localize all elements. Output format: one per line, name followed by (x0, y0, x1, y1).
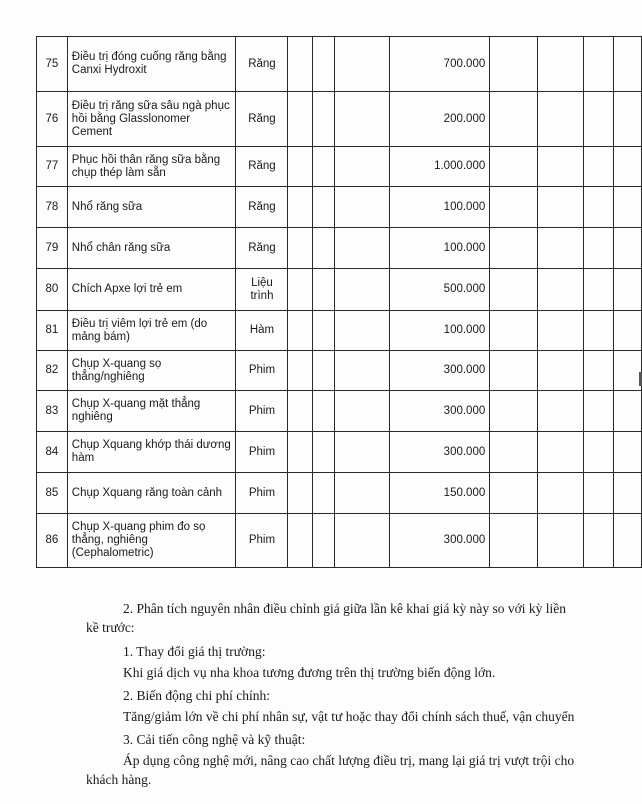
table-row (37, 187, 642, 228)
empty-cell (584, 187, 613, 228)
table-row (37, 92, 642, 147)
unit-cell: Phim (236, 432, 288, 473)
price-cell: 500.000 (389, 269, 490, 311)
empty-cell (313, 147, 334, 187)
empty-cell (538, 473, 584, 514)
empty-cell (490, 351, 538, 391)
table-row (37, 514, 642, 568)
empty-cell (313, 187, 334, 228)
reason-1-text: Khi giá dịch vụ nha khoa tương đương trên thị trường biến động lớn. (123, 665, 496, 680)
empty-cell (334, 391, 389, 432)
unit-cell: Hàm (236, 311, 288, 351)
unit-cell: Răng (236, 37, 288, 92)
price-cell: 700.000 (389, 37, 490, 92)
empty-cell (613, 391, 641, 432)
empty-cell (334, 269, 389, 311)
unit-cell: Răng (236, 92, 288, 147)
reason-2-title: 2. Biến động chi phí chính: (123, 688, 270, 703)
table-row (37, 37, 642, 92)
table-row (37, 432, 642, 473)
empty-cell (313, 514, 334, 568)
empty-cell (490, 147, 538, 187)
empty-cell (584, 92, 613, 147)
empty-cell (313, 269, 334, 311)
unit-cell: Răng (236, 187, 288, 228)
service-name: Phục hồi thân răng sữa bằng chụp thép làm sẵn (67, 147, 236, 187)
table-row (37, 351, 642, 391)
service-name: Nhổ chân răng sữa (67, 228, 236, 269)
empty-cell (584, 37, 613, 92)
empty-cell (313, 351, 334, 391)
empty-cell (490, 269, 538, 311)
empty-cell (584, 432, 613, 473)
row-number: 75 (37, 37, 68, 92)
empty-cell (288, 391, 313, 432)
empty-cell (613, 37, 641, 92)
row-number: 79 (37, 228, 68, 269)
empty-cell (538, 92, 584, 147)
empty-cell (490, 311, 538, 351)
empty-cell (334, 473, 389, 514)
reason-1-title: 1. Thay đổi giá thị trường: (123, 644, 266, 659)
empty-cell (313, 391, 334, 432)
row-number: 77 (37, 147, 68, 187)
empty-cell (613, 311, 641, 351)
empty-cell (490, 391, 538, 432)
price-cell: 100.000 (389, 228, 490, 269)
empty-cell (313, 473, 334, 514)
service-name: Chích Apxe lợi trẻ em (67, 269, 236, 311)
empty-cell (288, 269, 313, 311)
empty-cell (313, 92, 334, 147)
service-name: Nhổ răng sữa (67, 187, 236, 228)
empty-cell (538, 269, 584, 311)
empty-cell (538, 514, 584, 568)
unit-cell: Phim (236, 514, 288, 568)
empty-cell (490, 37, 538, 92)
price-cell: 300.000 (389, 351, 490, 391)
price-cell: 100.000 (389, 187, 490, 228)
empty-cell (538, 187, 584, 228)
service-name: Điều trị viêm lợi trẻ em (do mảng bám) (67, 311, 236, 351)
empty-cell (313, 37, 334, 92)
empty-cell (613, 432, 641, 473)
empty-cell (334, 37, 389, 92)
service-name: Chụp Xquang khớp thái dương hàm (67, 432, 236, 473)
empty-cell (538, 37, 584, 92)
row-number: 85 (37, 473, 68, 514)
empty-cell (584, 351, 613, 391)
empty-cell (288, 92, 313, 147)
table-row (37, 269, 642, 311)
empty-cell (538, 351, 584, 391)
price-cell: 1.000.000 (389, 147, 490, 187)
analysis-heading: 2. Phân tích nguyên nhân điều chỉnh giá giữa lần kê khai giá kỳ này so với kỳ liền kề trước: (86, 601, 566, 635)
analysis-section (86, 599, 576, 789)
row-number: 82 (37, 351, 68, 391)
empty-cell (334, 432, 389, 473)
empty-cell (334, 92, 389, 147)
empty-cell (313, 228, 334, 269)
table-row (37, 228, 642, 269)
empty-cell (613, 187, 641, 228)
service-name: Chụp X-quang phim đo sọ thẳng, nghiêng (Cephalometric) (67, 514, 236, 568)
price-cell: 100.000 (389, 311, 490, 351)
empty-cell (288, 228, 313, 269)
empty-cell (613, 228, 641, 269)
empty-cell (584, 228, 613, 269)
service-name: Chụp X-quang sọ thẳng/nghiêng (67, 351, 236, 391)
price-cell: 200.000 (389, 92, 490, 147)
empty-cell (288, 311, 313, 351)
empty-cell (288, 514, 313, 568)
unit-cell: Răng (236, 147, 288, 187)
price-cell: 150.000 (389, 473, 490, 514)
service-name: Điều trị đóng cuống răng bằng Canxi Hydroxit (67, 37, 236, 92)
reason-3-text: Áp dụng công nghệ mới, nâng cao chất lượng điều trị, mang lại giá trị vượt trội cho khách hàng. (86, 753, 575, 787)
price-table (36, 36, 642, 568)
empty-cell (334, 187, 389, 228)
unit-cell: Phim (236, 391, 288, 432)
row-number: 84 (37, 432, 68, 473)
empty-cell (334, 514, 389, 568)
table-row (37, 311, 642, 351)
service-name: Điều trị răng sữa sâu ngà phục hồi bằng Glasslonomer Cement (67, 92, 236, 147)
empty-cell (313, 311, 334, 351)
service-name: Chụp X-quang mặt thẳng nghiêng (67, 391, 236, 432)
unit-cell: Liệu trình (236, 269, 288, 311)
empty-cell (313, 432, 334, 473)
row-number: 81 (37, 311, 68, 351)
empty-cell (288, 473, 313, 514)
empty-cell (613, 269, 641, 311)
empty-cell (538, 432, 584, 473)
empty-cell (334, 228, 389, 269)
row-number: 83 (37, 391, 68, 432)
empty-cell (538, 147, 584, 187)
empty-cell (490, 228, 538, 269)
empty-cell (613, 473, 641, 514)
empty-cell (584, 473, 613, 514)
price-cell: 300.000 (389, 432, 490, 473)
price-cell: 300.000 (389, 514, 490, 568)
reason-2-text: Tăng/giảm lớn về chi phí nhân sự, vật tư hoặc thay đổi chính sách thuế, vận chuyển (123, 709, 575, 724)
empty-cell (288, 351, 313, 391)
row-number: 76 (37, 92, 68, 147)
empty-cell (584, 311, 613, 351)
empty-cell (490, 187, 538, 228)
table-row (37, 473, 642, 514)
empty-cell (613, 514, 641, 568)
empty-cell (490, 514, 538, 568)
empty-cell (490, 92, 538, 147)
empty-cell (613, 147, 641, 187)
empty-cell (584, 147, 613, 187)
unit-cell: Phim (236, 473, 288, 514)
empty-cell (490, 473, 538, 514)
empty-cell (584, 391, 613, 432)
reason-3-title: 3. Cải tiến công nghệ và kỹ thuật: (123, 732, 306, 747)
empty-cell (334, 311, 389, 351)
table-row (37, 391, 642, 432)
row-number: 86 (37, 514, 68, 568)
service-name: Chụp Xquang răng toàn cảnh (67, 473, 236, 514)
unit-cell: Răng (236, 228, 288, 269)
empty-cell (538, 228, 584, 269)
empty-cell (288, 187, 313, 228)
table-row (37, 147, 642, 187)
empty-cell (288, 432, 313, 473)
empty-cell (613, 92, 641, 147)
empty-cell (584, 269, 613, 311)
price-table-body (37, 37, 642, 568)
empty-cell (288, 37, 313, 92)
empty-cell (538, 311, 584, 351)
empty-cell (288, 147, 313, 187)
price-cell: 300.000 (389, 391, 490, 432)
row-number: 80 (37, 269, 68, 311)
empty-cell (334, 351, 389, 391)
unit-cell: Phim (236, 351, 288, 391)
row-number: 78 (37, 187, 68, 228)
empty-cell (334, 147, 389, 187)
empty-cell (490, 432, 538, 473)
empty-cell (584, 514, 613, 568)
empty-cell (538, 391, 584, 432)
empty-cell (613, 351, 641, 391)
